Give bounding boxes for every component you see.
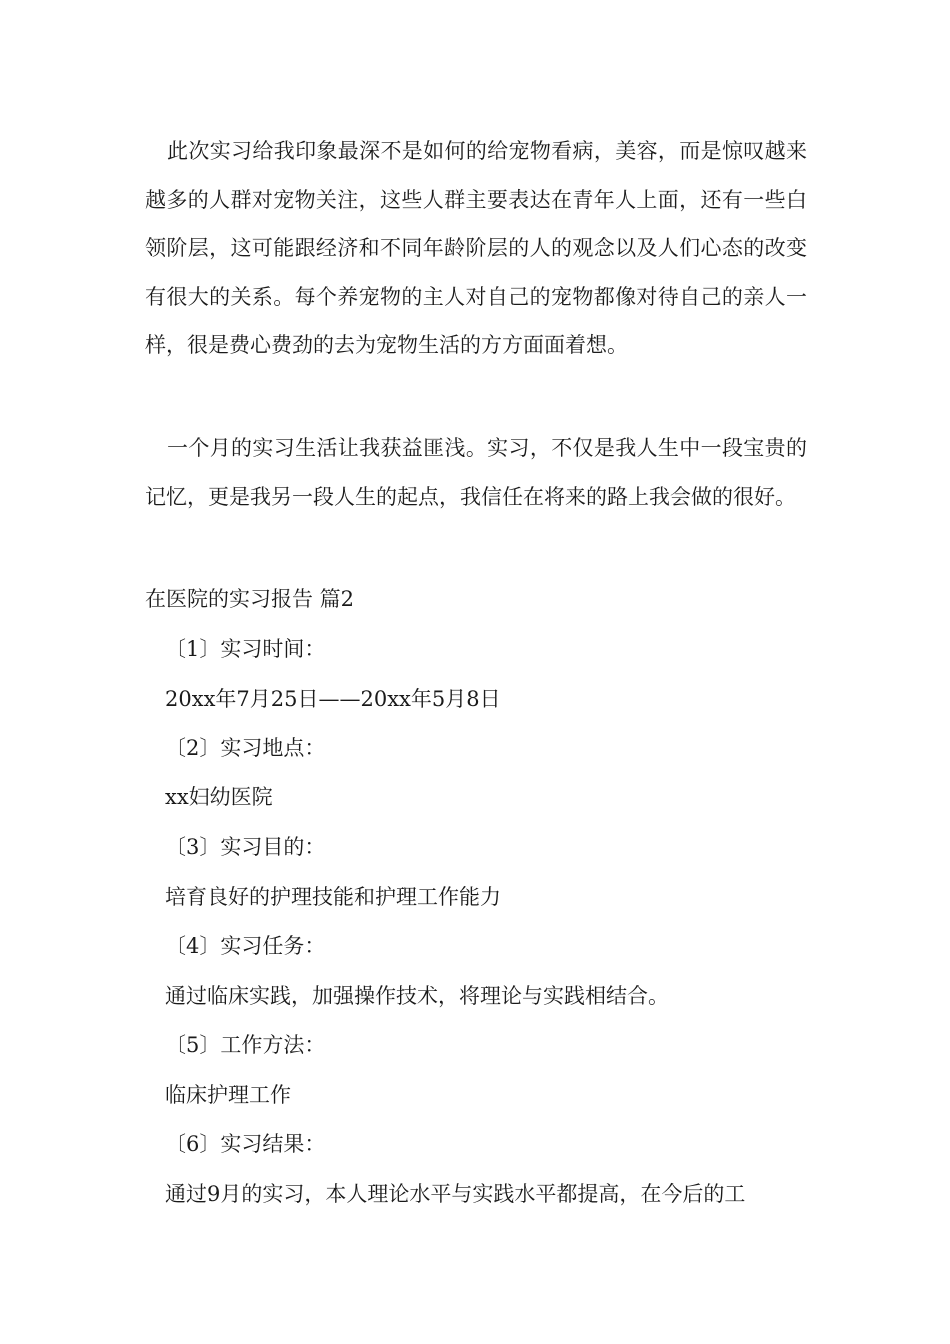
item-time-value: 20xx年7月25日——20xx年5月8日 xyxy=(165,687,501,711)
item-result-label: 〔6〕实习结果： xyxy=(165,1132,326,1156)
item-method-label: 〔5〕工作方法： xyxy=(165,1033,326,1057)
item-goal-value: 培育良好的护理技能和护理工作能力 xyxy=(165,885,501,909)
item-place-value: xx妇幼医院 xyxy=(165,785,273,809)
item-task-value: 通过临床实践，加强操作技术，将理论与实践相结合。 xyxy=(165,984,669,1008)
item-goal-label: 〔3〕实习目的： xyxy=(165,835,326,859)
item-result-value: 通过9月的实习，本人理论水平与实践水平都提高，在今后的工 xyxy=(165,1182,746,1206)
section-title: 在医院的实习报告 篇2 xyxy=(145,587,355,611)
item-place-label: 〔2〕实习地点： xyxy=(165,736,326,760)
item-time-label: 〔1〕实习时间： xyxy=(165,637,326,661)
item-task-label: 〔4〕实习任务： xyxy=(165,934,326,958)
item-method-value: 临床护理工作 xyxy=(165,1083,291,1107)
paragraph-summary: 一个月的实习生活让我获益匪浅。实习，不仅是我人生中一段宝贵的记忆，更是我另一段人生的起点，我信任在将来的路上我会做的很好。 xyxy=(145,436,807,509)
paragraph-pet-impression: 此次实习给我印象最深不是如何的给宠物看病，美容，而是惊叹越来越多的人群对宠物关注，这些人群主要表达在青年人上面，还有一些白领阶层，这可能跟经济和不同年龄阶层的人的观念以及人们心态的改变有很大的关系。每个养宠物的主人对自己的宠物都像对待自己的亲人一样，很是费心费劲的去为宠物生活的方方面面着想。 xyxy=(145,139,807,357)
